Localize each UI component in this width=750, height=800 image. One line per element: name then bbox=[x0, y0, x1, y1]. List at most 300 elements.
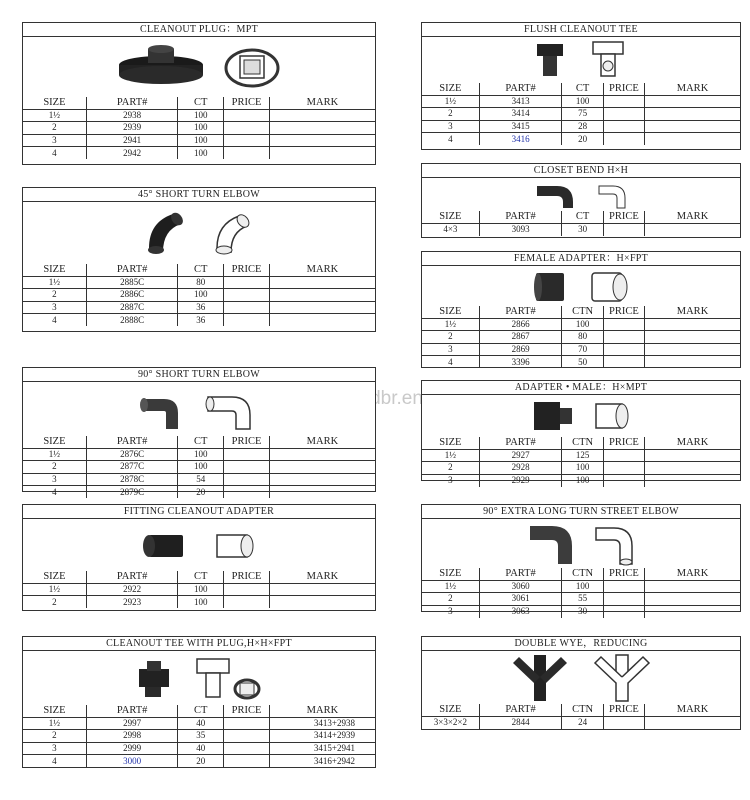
qty-header: CTN bbox=[562, 437, 603, 449]
size-cell: 3 bbox=[422, 120, 479, 133]
price-cell bbox=[603, 108, 644, 121]
qty-cell: 50 bbox=[562, 356, 603, 369]
table-row bbox=[23, 755, 375, 768]
qty-cell: 36 bbox=[178, 301, 224, 314]
cleanout-adapter-drawing bbox=[207, 525, 257, 565]
part-header: PART# bbox=[86, 436, 178, 448]
table-row bbox=[23, 134, 375, 147]
price-cell bbox=[224, 134, 270, 147]
table-row bbox=[23, 301, 375, 314]
qty-cell: 20 bbox=[178, 755, 224, 768]
mark-header: MARK bbox=[645, 211, 740, 223]
price-cell bbox=[603, 95, 644, 108]
mark-cell bbox=[269, 473, 375, 486]
price-cell bbox=[224, 730, 270, 743]
price-cell bbox=[224, 122, 270, 135]
mark-cell bbox=[645, 356, 740, 369]
mark-cell bbox=[269, 448, 375, 461]
product-table bbox=[23, 571, 375, 608]
size-cell: 4 bbox=[422, 356, 479, 369]
qty-cell: 70 bbox=[562, 343, 603, 356]
mark-cell: 3415+2941 bbox=[269, 742, 375, 755]
mark-cell bbox=[269, 461, 375, 474]
qty-cell: 54 bbox=[178, 473, 224, 486]
card-male-adapter bbox=[421, 380, 741, 486]
qty-cell: 100 bbox=[562, 95, 603, 108]
card-title: CLEANOUT TEE WITH PLUG,H×H×FPT bbox=[23, 637, 375, 651]
part-cell: 2885C bbox=[86, 276, 178, 289]
mark-cell bbox=[269, 486, 375, 499]
table-header-row bbox=[23, 436, 375, 448]
mark-cell bbox=[269, 596, 375, 609]
table-header-row bbox=[422, 437, 740, 449]
part-cell: 2929 bbox=[479, 474, 562, 487]
qty-header: CTN bbox=[562, 306, 603, 318]
size-cell: 3 bbox=[23, 473, 86, 486]
size-header: SIZE bbox=[23, 571, 86, 583]
table-row bbox=[23, 596, 375, 609]
size-cell: 1½ bbox=[422, 318, 479, 331]
part-cell: 2877C bbox=[86, 461, 178, 474]
price-cell bbox=[603, 133, 644, 146]
part-cell: 2922 bbox=[86, 583, 178, 596]
card-title: DOUBLE WYE，REDUCING bbox=[422, 637, 740, 651]
product-images bbox=[23, 519, 375, 571]
qty-header: CT bbox=[178, 705, 224, 717]
elbow-90-drawing bbox=[204, 387, 260, 431]
part-cell: 2997 bbox=[86, 717, 178, 730]
qty-cell: 100 bbox=[178, 122, 224, 135]
price-cell bbox=[603, 223, 644, 236]
size-cell: 3 bbox=[422, 474, 479, 487]
price-cell bbox=[603, 580, 644, 593]
qty-cell: 100 bbox=[178, 461, 224, 474]
product-table bbox=[422, 704, 740, 729]
table-row bbox=[422, 716, 740, 729]
size-cell: 2 bbox=[422, 108, 479, 121]
mark-cell bbox=[645, 331, 740, 344]
part-cell: 2941 bbox=[86, 134, 178, 147]
table-row bbox=[23, 289, 375, 302]
price-cell bbox=[224, 486, 270, 499]
price-cell bbox=[224, 755, 270, 768]
card-closet-bend bbox=[421, 163, 741, 238]
mark-cell bbox=[269, 109, 375, 122]
price-cell bbox=[603, 449, 644, 462]
size-cell: 4×3 bbox=[422, 223, 479, 236]
mark-cell bbox=[645, 120, 740, 133]
part-cell: 3413 bbox=[479, 95, 562, 108]
price-cell bbox=[224, 289, 270, 302]
card-title: CLEANOUT PLUG：MPT bbox=[23, 23, 375, 37]
size-cell: 1½ bbox=[23, 448, 86, 461]
price-cell bbox=[224, 583, 270, 596]
table-row bbox=[23, 109, 375, 122]
size-cell: 3 bbox=[422, 343, 479, 356]
size-cell: 2 bbox=[422, 331, 479, 344]
female-adapter-photo bbox=[530, 267, 570, 305]
size-cell: 1½ bbox=[23, 276, 86, 289]
table-header-row bbox=[422, 568, 740, 580]
price-cell bbox=[224, 717, 270, 730]
size-cell: 2 bbox=[422, 462, 479, 475]
part-cell: 2844 bbox=[479, 716, 562, 729]
price-header: PRICE bbox=[603, 437, 644, 449]
male-adapter-photo bbox=[530, 396, 576, 436]
part-header: PART# bbox=[86, 97, 178, 109]
table-row bbox=[23, 448, 375, 461]
size-cell: 4 bbox=[422, 133, 479, 146]
price-cell bbox=[603, 343, 644, 356]
table-row bbox=[23, 473, 375, 486]
qty-cell: 75 bbox=[562, 108, 603, 121]
price-cell bbox=[224, 147, 270, 160]
street-elbow-photo bbox=[526, 522, 576, 566]
qty-cell: 100 bbox=[178, 147, 224, 160]
mark-cell bbox=[269, 583, 375, 596]
table-row bbox=[23, 147, 375, 160]
price-cell bbox=[603, 474, 644, 487]
card-title: ADAPTER • MALE：H×MPT bbox=[422, 381, 740, 395]
part-cell: 2927 bbox=[479, 449, 562, 462]
qty-cell: 80 bbox=[178, 276, 224, 289]
table-header-row bbox=[422, 211, 740, 223]
price-header: PRICE bbox=[224, 705, 270, 717]
mark-cell bbox=[645, 716, 740, 729]
table-row bbox=[422, 593, 740, 606]
qty-header: CT bbox=[178, 264, 224, 276]
table-row bbox=[422, 133, 740, 146]
table-header-row bbox=[23, 97, 375, 109]
qty-cell: 24 bbox=[562, 716, 603, 729]
mark-cell: 3416+2942 bbox=[269, 755, 375, 768]
mark-cell bbox=[645, 580, 740, 593]
mark-cell bbox=[269, 147, 375, 160]
part-cell: 2923 bbox=[86, 596, 178, 609]
mark-header: MARK bbox=[645, 437, 740, 449]
mark-header: MARK bbox=[645, 704, 740, 716]
size-cell: 2 bbox=[23, 730, 86, 743]
table-row bbox=[23, 583, 375, 596]
price-header: PRICE bbox=[603, 704, 644, 716]
part-cell: 3000 bbox=[86, 755, 178, 768]
size-header: SIZE bbox=[422, 83, 479, 95]
part-header: PART# bbox=[479, 306, 562, 318]
product-table bbox=[422, 83, 740, 145]
qty-header: CT bbox=[178, 436, 224, 448]
price-cell bbox=[603, 462, 644, 475]
part-cell: 3060 bbox=[479, 580, 562, 593]
price-header: PRICE bbox=[224, 97, 270, 109]
table-row bbox=[23, 742, 375, 755]
mark-cell: 3414+2939 bbox=[269, 730, 375, 743]
size-cell: 2 bbox=[23, 596, 86, 609]
card-title: 90° SHORT TURN ELBOW bbox=[23, 368, 375, 382]
qty-cell: 100 bbox=[178, 583, 224, 596]
qty-cell: 80 bbox=[562, 331, 603, 344]
mark-header: MARK bbox=[645, 83, 740, 95]
cleanout-tee-drawing bbox=[193, 653, 267, 703]
product-table bbox=[422, 437, 740, 487]
part-cell: 2942 bbox=[86, 147, 178, 160]
card-fitting-cleanout-adapter bbox=[22, 504, 376, 611]
part-header: PART# bbox=[86, 264, 178, 276]
qty-header: CTN bbox=[562, 704, 603, 716]
product-images bbox=[23, 651, 375, 705]
mark-cell bbox=[645, 133, 740, 146]
size-cell: 4 bbox=[23, 147, 86, 160]
price-cell bbox=[224, 448, 270, 461]
qty-cell: 36 bbox=[178, 314, 224, 327]
size-header: SIZE bbox=[23, 436, 86, 448]
card-title: FITTING CLEANOUT ADAPTER bbox=[23, 505, 375, 519]
qty-cell: 30 bbox=[562, 605, 603, 618]
qty-cell: 100 bbox=[178, 109, 224, 122]
product-images bbox=[23, 202, 375, 264]
mark-cell bbox=[269, 276, 375, 289]
part-cell: 2879C bbox=[86, 486, 178, 499]
size-cell: 3 bbox=[23, 742, 86, 755]
mark-header: MARK bbox=[269, 97, 375, 109]
qty-header: CT bbox=[562, 83, 603, 95]
table-header-row bbox=[422, 306, 740, 318]
table-row bbox=[422, 223, 740, 236]
price-cell bbox=[224, 276, 270, 289]
qty-cell: 125 bbox=[562, 449, 603, 462]
table-header-row bbox=[422, 704, 740, 716]
price-header: PRICE bbox=[224, 264, 270, 276]
card-cleanout-tee-with-plug bbox=[22, 636, 376, 768]
price-cell bbox=[603, 331, 644, 344]
qty-cell: 100 bbox=[562, 580, 603, 593]
mark-header: MARK bbox=[269, 436, 375, 448]
card-double-wye-reducing bbox=[421, 636, 741, 730]
mark-header: MARK bbox=[269, 705, 375, 717]
part-header: PART# bbox=[86, 705, 178, 717]
part-cell: 3063 bbox=[479, 605, 562, 618]
part-cell: 2928 bbox=[479, 462, 562, 475]
mark-cell: 3413+2938 bbox=[269, 717, 375, 730]
card-90-short-turn-elbow bbox=[22, 367, 376, 497]
card-title: 90° EXTRA LONG TURN STREET ELBOW bbox=[422, 505, 740, 519]
table-row bbox=[422, 343, 740, 356]
price-cell bbox=[603, 716, 644, 729]
part-cell: 2886C bbox=[86, 289, 178, 302]
mark-cell bbox=[645, 343, 740, 356]
table-row bbox=[23, 314, 375, 327]
card-flush-cleanout-tee bbox=[421, 22, 741, 150]
flush-tee-drawing bbox=[587, 38, 631, 82]
table-row bbox=[422, 474, 740, 487]
part-cell: 3415 bbox=[479, 120, 562, 133]
table-row bbox=[422, 356, 740, 369]
qty-cell: 100 bbox=[178, 448, 224, 461]
mark-cell bbox=[269, 122, 375, 135]
card-cleanout-plug bbox=[22, 22, 376, 165]
size-header: SIZE bbox=[23, 705, 86, 717]
price-cell bbox=[224, 473, 270, 486]
size-cell: 2 bbox=[23, 461, 86, 474]
card-extra-long-street-elbow bbox=[421, 504, 741, 617]
price-cell bbox=[603, 605, 644, 618]
qty-header: CTN bbox=[562, 568, 603, 580]
price-cell bbox=[603, 120, 644, 133]
mark-cell bbox=[645, 318, 740, 331]
size-cell: 2 bbox=[422, 593, 479, 606]
qty-cell: 20 bbox=[562, 133, 603, 146]
part-cell: 2939 bbox=[86, 122, 178, 135]
table-row bbox=[23, 122, 375, 135]
price-header: PRICE bbox=[603, 211, 644, 223]
product-table bbox=[422, 306, 740, 368]
size-cell: 4 bbox=[23, 755, 86, 768]
price-cell bbox=[224, 109, 270, 122]
product-table bbox=[23, 436, 375, 498]
part-cell: 2869 bbox=[479, 343, 562, 356]
mark-cell bbox=[645, 462, 740, 475]
price-header: PRICE bbox=[603, 568, 644, 580]
product-images bbox=[422, 651, 740, 704]
part-header: PART# bbox=[479, 704, 562, 716]
size-cell: 1½ bbox=[422, 95, 479, 108]
closet-bend-drawing bbox=[595, 180, 629, 210]
price-cell bbox=[224, 596, 270, 609]
table-header-row bbox=[23, 264, 375, 276]
part-cell: 3061 bbox=[479, 593, 562, 606]
table-row bbox=[422, 108, 740, 121]
size-header: SIZE bbox=[422, 437, 479, 449]
table-row bbox=[422, 605, 740, 618]
qty-cell: 100 bbox=[562, 318, 603, 331]
price-header: PRICE bbox=[603, 306, 644, 318]
mark-header: MARK bbox=[645, 568, 740, 580]
product-images bbox=[422, 178, 740, 211]
product-table bbox=[23, 705, 375, 767]
mark-cell bbox=[269, 289, 375, 302]
mark-header: MARK bbox=[645, 306, 740, 318]
card-45-short-turn-elbow bbox=[22, 187, 376, 332]
price-cell bbox=[224, 301, 270, 314]
price-header: PRICE bbox=[603, 83, 644, 95]
qty-cell: 100 bbox=[562, 462, 603, 475]
size-header: SIZE bbox=[23, 97, 86, 109]
part-header: PART# bbox=[479, 211, 562, 223]
qty-cell: 100 bbox=[562, 474, 603, 487]
qty-header: CT bbox=[178, 571, 224, 583]
product-images bbox=[422, 266, 740, 306]
mark-cell bbox=[645, 474, 740, 487]
qty-cell: 30 bbox=[562, 223, 603, 236]
closet-bend-photo bbox=[533, 180, 579, 210]
double-wye-drawing bbox=[589, 653, 655, 703]
part-cell: 2938 bbox=[86, 109, 178, 122]
flush-tee-photo bbox=[531, 40, 571, 80]
qty-cell: 40 bbox=[178, 742, 224, 755]
qty-cell: 20 bbox=[178, 486, 224, 499]
table-row bbox=[422, 318, 740, 331]
street-elbow-drawing bbox=[592, 522, 636, 566]
mark-header: MARK bbox=[269, 264, 375, 276]
size-cell: 3 bbox=[23, 301, 86, 314]
size-cell: 1½ bbox=[422, 449, 479, 462]
part-cell: 2876C bbox=[86, 448, 178, 461]
product-images bbox=[422, 395, 740, 437]
double-wye-photo bbox=[507, 653, 573, 703]
part-cell: 2867 bbox=[479, 331, 562, 344]
table-row bbox=[422, 331, 740, 344]
product-images bbox=[422, 519, 740, 568]
card-title: 45° SHORT TURN ELBOW bbox=[23, 188, 375, 202]
table-row bbox=[422, 462, 740, 475]
part-cell: 2888C bbox=[86, 314, 178, 327]
table-row bbox=[23, 486, 375, 499]
mark-cell bbox=[645, 108, 740, 121]
part-cell: 2866 bbox=[479, 318, 562, 331]
price-cell bbox=[603, 356, 644, 369]
price-cell bbox=[224, 461, 270, 474]
table-row bbox=[422, 580, 740, 593]
size-cell: 2 bbox=[23, 289, 86, 302]
table-row bbox=[23, 717, 375, 730]
qty-cell: 100 bbox=[178, 596, 224, 609]
qty-cell: 28 bbox=[562, 120, 603, 133]
card-title: FLUSH CLEANOUT TEE bbox=[422, 23, 740, 37]
price-header: PRICE bbox=[224, 436, 270, 448]
table-header-row bbox=[23, 705, 375, 717]
table-row bbox=[23, 461, 375, 474]
price-header: PRICE bbox=[224, 571, 270, 583]
male-adapter-drawing bbox=[592, 396, 632, 436]
product-table bbox=[23, 264, 375, 326]
qty-header: CT bbox=[562, 211, 603, 223]
part-cell: 2998 bbox=[86, 730, 178, 743]
mark-header: MARK bbox=[269, 571, 375, 583]
elbow-45-photo bbox=[141, 208, 191, 258]
size-cell: 1½ bbox=[422, 580, 479, 593]
size-cell: 2 bbox=[23, 122, 86, 135]
mark-cell bbox=[645, 593, 740, 606]
cleanout-plug-photo bbox=[116, 45, 206, 89]
price-cell bbox=[603, 593, 644, 606]
card-female-adapter bbox=[421, 251, 741, 368]
product-table bbox=[422, 211, 740, 236]
mark-cell bbox=[645, 223, 740, 236]
qty-cell: 35 bbox=[178, 730, 224, 743]
table-header-row bbox=[422, 83, 740, 95]
mark-cell bbox=[269, 314, 375, 327]
part-cell: 3396 bbox=[479, 356, 562, 369]
size-cell: 3×3×2×2 bbox=[422, 716, 479, 729]
part-header: PART# bbox=[479, 83, 562, 95]
part-header: PART# bbox=[479, 437, 562, 449]
size-header: SIZE bbox=[422, 306, 479, 318]
size-header: SIZE bbox=[422, 704, 479, 716]
cleanout-adapter-photo bbox=[141, 525, 191, 565]
product-images bbox=[23, 382, 375, 436]
part-cell: 2887C bbox=[86, 301, 178, 314]
qty-header: CT bbox=[178, 97, 224, 109]
elbow-90-photo bbox=[138, 387, 188, 431]
table-row bbox=[23, 276, 375, 289]
price-cell bbox=[603, 318, 644, 331]
part-header: PART# bbox=[86, 571, 178, 583]
part-cell: 3416 bbox=[479, 133, 562, 146]
size-cell: 1½ bbox=[23, 717, 86, 730]
card-title: FEMALE ADAPTER：H×FPT bbox=[422, 252, 740, 266]
qty-cell: 100 bbox=[178, 134, 224, 147]
mark-cell bbox=[645, 95, 740, 108]
qty-cell: 40 bbox=[178, 717, 224, 730]
